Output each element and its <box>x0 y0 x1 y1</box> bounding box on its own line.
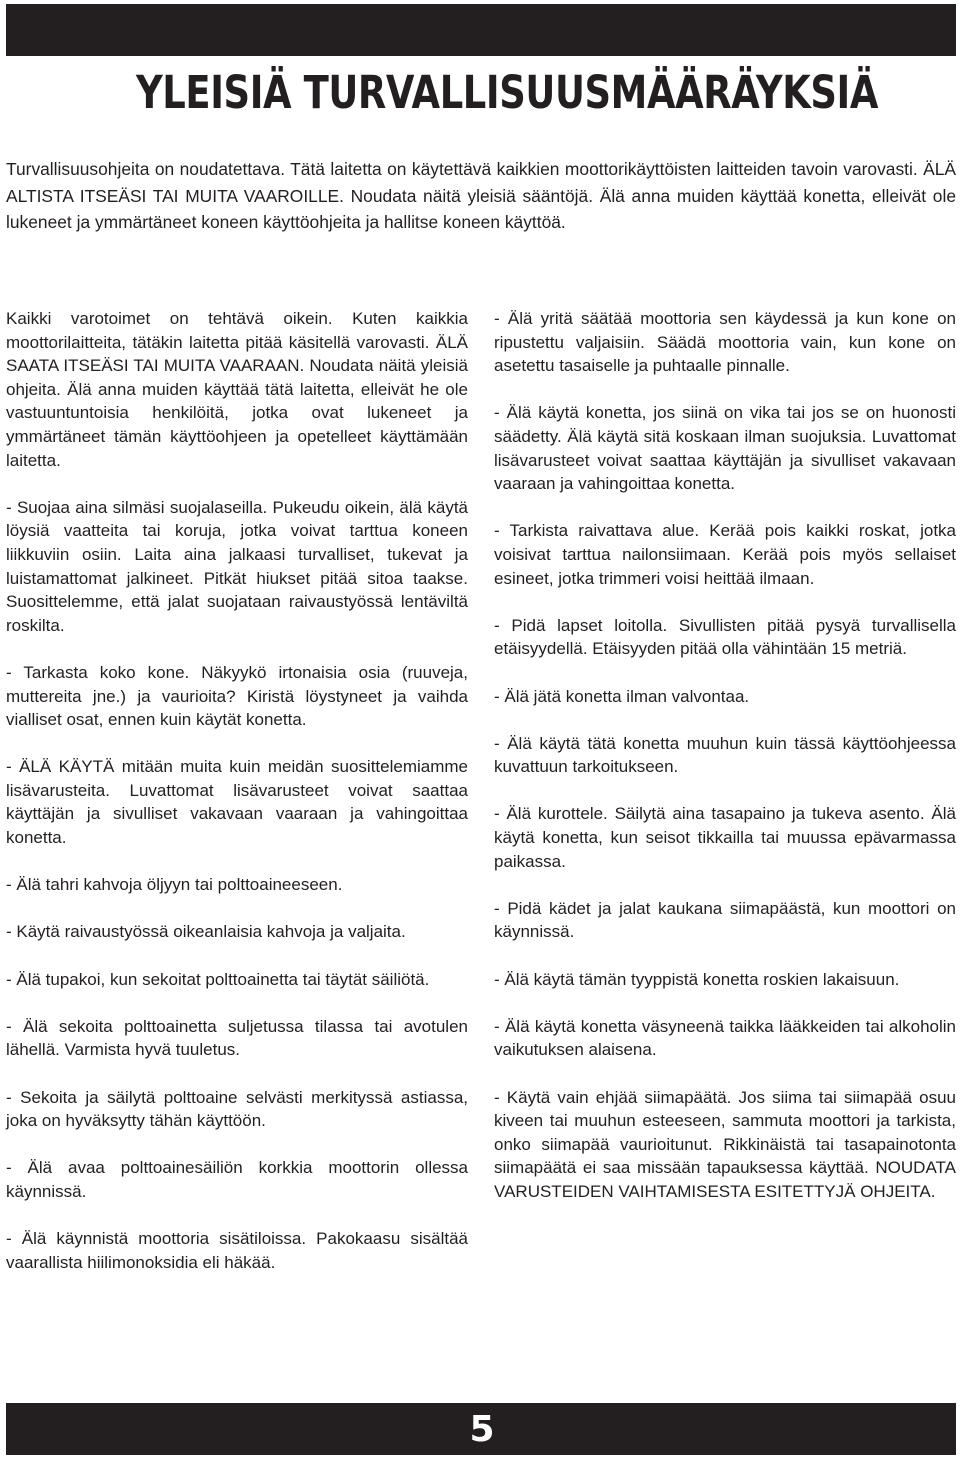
list-item: - Älä avaa polttoainesäiliön korkkia moottorin ollessa käynnissä. <box>6 1158 468 1201</box>
list-item: - Älä jätä konetta ilman valvontaa. <box>494 686 750 706</box>
list-item: - Älä kurottele. Säilytä aina tasapaino ja tukeva asento. Älä käytä konetta, kun seisot tikkailla tai muussa epävarmassa paikassa. <box>494 804 956 871</box>
page-number: 5 <box>469 1408 495 1450</box>
list-item: - Älä tupakoi, kun sekoitat polttoainetta tai täytät säiliötä. <box>6 969 430 989</box>
left-column <box>6 307 468 1298</box>
list-item: - Älä käytä tätä konetta muuhun kuin tässä käyttöohjeessa kuvattuun tarkoitukseen. <box>494 733 956 777</box>
list-item: - Älä käytä konetta väsyneenä taikka lääkkeiden tai alkoholin vaikutuksen alaisena. <box>494 1016 956 1060</box>
list-item: - Älä yritä säätää moottoria sen käydessä ja kun kone on ripustettu valjaisiin. Säädä moottoria vain, kun kone on asetettu tasaiselle ja puhtaalle pinnalle. <box>494 309 956 376</box>
list-item: - Älä käytä tämän tyyppistä konetta roskien lakaisuun. <box>494 969 900 989</box>
list-item: - ÄLÄ KÄYTÄ mitään muita kuin meidän suosittelemiamme lisävarusteita. Luvattomat lisävarusteet voivat saattaa käyttäjän ja sivulliset vakavaan vaaraan ja vahingoittaa konetta. <box>6 757 468 848</box>
right-column <box>494 307 956 1227</box>
list-item: - Käytä raivaustyössä oikeanlaisia kahvoja ja valjaita. <box>6 922 406 942</box>
list-item: - Käytä vain ehjää siimapäätä. Jos siima tai siimapää osuu kiveen tai muuhun esteeseen, sammuta moottori ja tarkista, onko siimapää vaurioitunut. Rikkinäistä tai tasapainotonta siimapäätä ei saa missään tapauksessa käyttää. NOUDATA VARUSTEIDEN VAIHTAMISESTA ESITETTYJÄ OHJEITA. <box>494 1087 956 1201</box>
intro-paragraph: Turvallisuusohjeita on noudatettava. Tätä laitetta on käytettävä kaikkien moottorikäyttöisten laitteiden tavoin varovasti. ÄLÄ ALTISTA ITSEÄSI TAI MUITA VAAROILLE. Noudata näitä yleisiä sääntöjä. Älä anna muiden käyttää konetta, elleivät ole lukeneet ja ymmärtäneet koneen käyttöohjeita ja hallitse koneen käyttöä. <box>6 159 956 233</box>
list-item: - Tarkasta koko kone. Näkyykö irtonaisia osia (ruuveja, muttereita jne.) ja vaurioita? Kiristä löystyneet ja vaihda vialliset osat, ennen kuin käytät konetta. <box>6 662 468 730</box>
list-item: - Älä sekoita polttoainetta suljetussa tilassa tai avotulen lähellä. Varmista hyvä tuuletus. <box>6 1016 468 1060</box>
paragraph: Kaikki varotoimet on tehtävä oikein. Kuten kaikkia moottorilaitteita, tätäkin laitetta pitää käsitellä varovasti. ÄLÄ SAATA ITSEÄSI TAI MUITA VAARAAN. Noudata näitä yleisiä ohjeita. Älä anna muiden käyttää tätä laitetta, elleivät he ole vastuuntuntoisia henkilöitä, jotka ovat lukeneet ja ymmärtäneet tämän käyttöohjeen ja opetelleet käyttämään laitetta. <box>6 309 468 470</box>
header-bar <box>6 4 956 56</box>
list-item: - Suojaa aina silmäsi suojalaseilla. Pukeudu oikein, älä käytä löysiä vaatteita tai koruja, jotka voivat tarttua koneen liikkuviin osiin. Laita aina jalkaasi turvalliset, tukevat ja luistamattomat jalkineet. Pitkät hiukset pitää sitoa taakse. Suosittelemme, että jalat suojataan raivaustyössä lentäviltä roskilta. <box>6 497 468 635</box>
list-item: - Pidä kädet ja jalat kaukana siimapäästä, kun moottori on käynnissä. <box>494 898 956 942</box>
list-item: - Pidä lapset loitolla. Sivullisten pitää pysyä turvallisella etäisyydellä. Etäisyyden pitää olla vähintään 15 metriä. <box>494 615 956 659</box>
list-item: - Sekoita ja säilytä polttoaine selvästi merkityssä astiassa, joka on hyväksytty tähän käyttöön. <box>6 1087 468 1131</box>
list-item: - Älä käynnistä moottoria sisätiloissa. Pakokaasu sisältää vaarallista hiilimonoksidia eli häkää. <box>6 1229 468 1272</box>
list-item: - Älä käytä konetta, jos siinä on vika tai jos se on huonosti säädetty. Älä käytä sitä koskaan ilman suojuksia. Luvattomat lisävarusteet voivat saattaa käyttäjän ja sivulliset vakavaan vaaraan ja vahingoittaa konetta. <box>494 403 956 494</box>
page-title: YLEISIÄ TURVALLISUUSMÄÄRÄYKSIÄ <box>136 66 879 119</box>
list-item: - Tarkista raivattava alue. Kerää pois kaikki roskat, jotka voisivat tarttua nailonsiimaan. Kerää pois myös sellaiset esineet, jotka trimmeri voisi heittää ilmaan. <box>494 521 956 588</box>
list-item: - Älä tahri kahvoja öljyyn tai polttoaineeseen. <box>6 875 343 895</box>
